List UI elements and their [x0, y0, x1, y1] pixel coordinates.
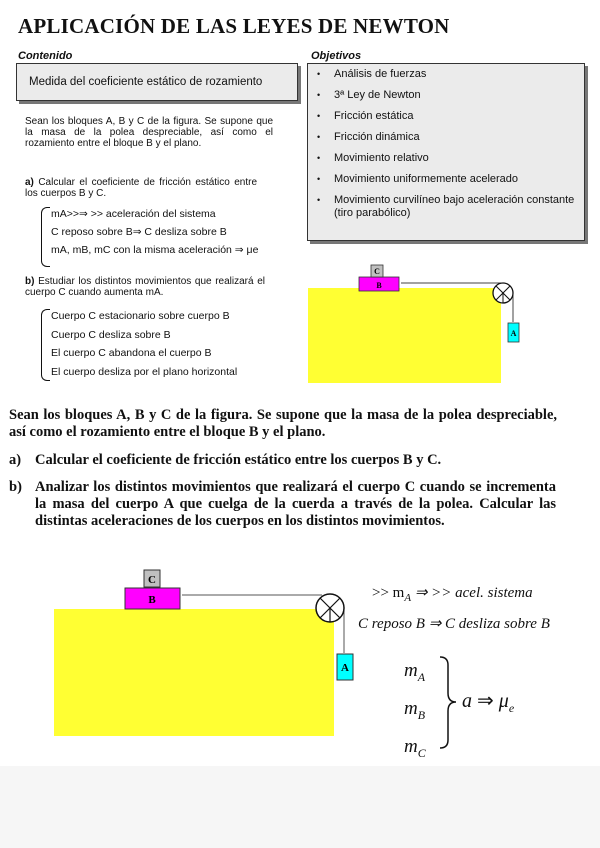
contenido-box: [16, 63, 298, 101]
mass-stack: [404, 655, 426, 768]
small-figure: [300, 258, 540, 388]
part-a-cases: [51, 205, 258, 259]
m-symbol: m: [404, 735, 418, 757]
equation-line-1: [372, 583, 533, 604]
part-b-cases: [51, 307, 237, 381]
page-bottom-area: [0, 766, 600, 848]
list-item: • Movimiento uniformemente acelerado: [308, 173, 584, 186]
page-title: APLICACIÓN DE LAS LEYES DE NEWTON: [18, 14, 450, 38]
objetivos-heading: Objetivos: [311, 50, 362, 62]
case-item: Cuerpo C desliza sobre B: [51, 328, 171, 341]
part-a-small-label: a): [25, 177, 34, 188]
result-expression: [462, 688, 514, 716]
objetivos-box: [307, 63, 585, 241]
block-c-label: C: [374, 267, 380, 276]
case-item: mA>>⇒ >> aceleración del sistema: [51, 208, 216, 220]
objetivos-list: [308, 64, 584, 220]
case-item: C reposo sobre B⇒ C desliza sobre B: [51, 226, 227, 238]
pulley-icon: [316, 594, 344, 622]
block-b-label: B: [376, 281, 382, 290]
mu-sub: e: [508, 701, 515, 715]
large-figure: [50, 562, 370, 740]
main-b-text: Analizar los distintos movimientos que realizará el cuerpo C cuando se incrementa la masa del cuerpo A que cuelga de la cuerda a través de la polea. Calcular las distintas aceleraciones de los cuerpos en los distintos movimientos.: [35, 479, 556, 529]
list-item: • Movimiento relativo: [308, 152, 584, 165]
list-item: • Fricción dinámica: [308, 131, 584, 144]
mass-b: [404, 693, 426, 731]
intro-small-paragraph: Sean los bloques A, B y C de la figura. Se supone que la masa de la polea despreciable, así como el rozamiento entre el bloque B y el plano.: [25, 116, 273, 149]
part-b-small-text: Estudiar los distintos movimientos que realizará el cuerpo C cuando aumenta mA.: [25, 276, 265, 298]
mass-c-sub: C: [417, 745, 426, 760]
case-item: mA, mB, mC con la misma aceleración ⇒ μe: [51, 244, 259, 256]
arrow-symbol: ⇒: [477, 690, 494, 712]
accel-symbol: a: [462, 690, 472, 712]
right-brace: [437, 655, 459, 750]
equation-line-2: C reposo B ⇒ C desliza sobre B: [358, 616, 550, 632]
main-a-text: Calcular el coeficiente de fricción estático entre los cuerpos B y C.: [35, 452, 442, 468]
part-b-small: [25, 276, 265, 298]
mu-symbol: μ: [498, 690, 509, 712]
contenido-text: Medida del coeficiente estático de rozamiento: [29, 76, 263, 88]
part-a-small-text: Calcular el coeficiente de fricción estático entre los cuerpos B y C.: [25, 177, 258, 199]
case-item: El cuerpo desliza por el plano horizontal: [51, 365, 238, 378]
list-item: • Análisis de fuerzas: [308, 68, 584, 81]
table-surface: [308, 288, 501, 383]
mass-b-sub: B: [417, 707, 426, 722]
block-c-label: C: [148, 574, 156, 586]
mass-a: [404, 655, 426, 693]
pulley-icon: [493, 283, 513, 303]
brace-a: [41, 207, 50, 267]
mass-c: [404, 731, 426, 769]
case-item: Cuerpo C estacionario sobre cuerpo B: [51, 310, 230, 322]
block-a-label: A: [341, 662, 349, 674]
case-item: El cuerpo C abandona el cuerpo B: [51, 347, 212, 359]
main-b-label: b): [9, 479, 22, 495]
main-a-label: a): [9, 452, 22, 468]
mass-a-sub: A: [417, 669, 426, 684]
block-b-label: B: [148, 594, 156, 606]
eq1-pre: >> m: [372, 585, 405, 601]
table-surface: [54, 609, 334, 736]
part-a-small: [25, 177, 257, 199]
main-intro: Sean los bloques A, B y C de la figura. Se supone que la masa de la polea despreciable, así como el rozamiento entre el bloque B y el plano.: [9, 407, 557, 440]
eq1-sub: A: [404, 592, 412, 604]
brace-b: [41, 309, 50, 381]
list-item: • Movimiento curvilíneo bajo aceleración constante (tiro parabólico): [308, 194, 584, 220]
m-symbol: m: [404, 697, 418, 719]
part-b-small-label: b): [25, 276, 35, 287]
contenido-heading: Contenido: [18, 50, 73, 62]
m-symbol: m: [404, 660, 418, 681]
list-item: • Fricción estática: [308, 110, 584, 123]
list-item: • 3ª Ley de Newton: [308, 89, 584, 102]
block-a-label: A: [510, 329, 517, 338]
eq1-post: ⇒ >> acel. sistema: [414, 585, 533, 601]
